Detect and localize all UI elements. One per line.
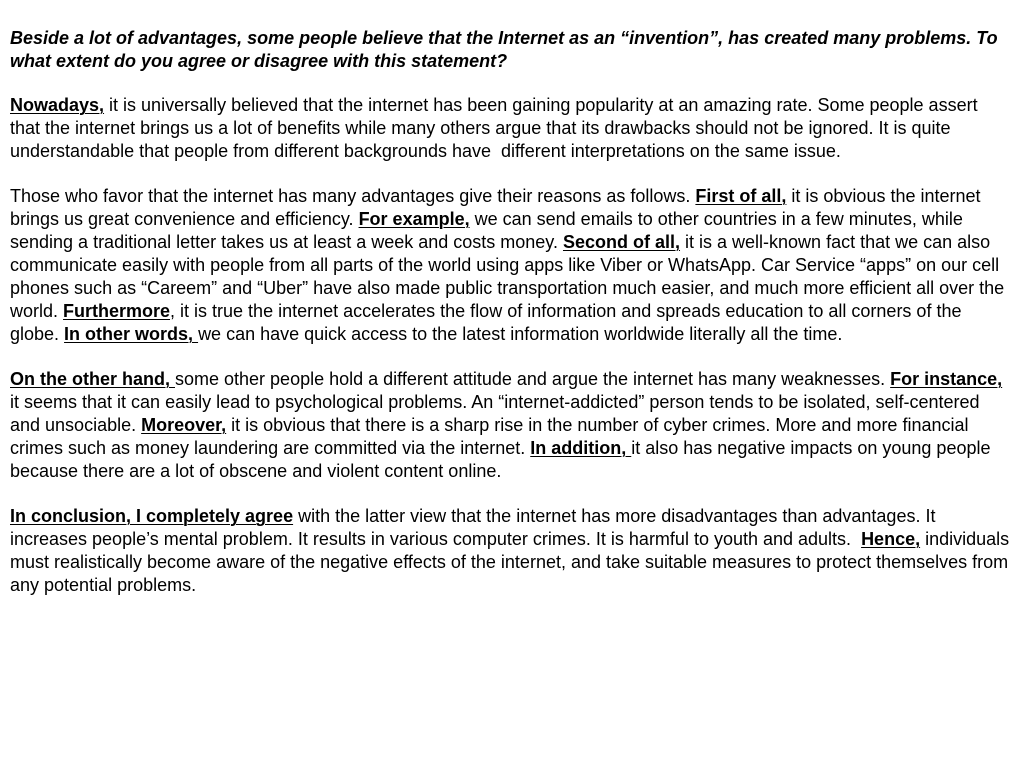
transition-phrase: Moreover, — [141, 415, 227, 435]
transition-phrase: For instance, — [890, 369, 1003, 389]
paragraph-advantages — [10, 185, 1010, 346]
transition-phrase: On the other hand, — [10, 369, 175, 389]
transition-phrase: Furthermore — [63, 301, 171, 321]
transition-phrase: Nowadays, — [10, 95, 105, 115]
body-text: it seems that it can easily lead to psychological problems. An “internet-addicted” person tends to be isolated, self-centered and unsociable. — [10, 369, 1008, 435]
body-text: individuals must realistically become aware of the negative effects of the internet, and take suitable measures to protect themselves from any potential problems. — [10, 529, 1015, 595]
body-text: it is obvious the internet brings us great convenience and efficiency. — [10, 186, 986, 229]
body-text: we can send emails to other countries in a few minutes, while sending a traditional letter takes us at least a week and costs money. — [10, 209, 968, 252]
transition-phrase: Second of all, — [562, 232, 681, 252]
paragraph-disadvantages — [10, 368, 1010, 483]
paragraph-introduction — [10, 94, 1010, 163]
transition-phrase: For example, — [358, 209, 470, 229]
body-text: it is a well-known fact that we can also communicate easily with people from all parts of the world using apps like Viber or WhatsApp. Car Service “apps” on our cell phones such as “Careem” and “Uber” have also made public transportation much easier, and much more efficient all over the world. — [10, 232, 1010, 321]
transition-phrase: In other words, — [64, 324, 199, 344]
transition-phrase: In addition, — [530, 438, 632, 458]
essay-page — [10, 27, 1015, 597]
body-text: we can have quick access to the latest information worldwide literally all the time. — [198, 324, 843, 344]
transition-phrase: Hence, — [861, 529, 921, 549]
body-text: some other people hold a different attitude and argue the internet has many weaknesses. — [175, 369, 891, 389]
body-text: , it is true the internet accelerates the flow of information and spreads education to all corners of the globe. — [10, 301, 967, 344]
transition-phrase: In conclusion, I completely agree — [10, 506, 294, 526]
body-text: it is universally believed that the internet has been gaining popularity at an amazing rate. Some people assert that the internet brings us a lot of benefits while many others argue that its drawbacks should not be ignored. It is quite understandable that people from different backgrounds have different interpretations on the same issue. — [10, 95, 983, 161]
essay-prompt: Beside a lot of advantages, some people believe that the Internet as an “invention”, has created many problems. To what extent do you agree or disagree with this statement? — [10, 28, 998, 71]
body-text: it is obvious that there is a sharp rise in the number of cyber crimes. More and more financial crimes such as money laundering are committed via the internet. — [10, 415, 974, 458]
transition-phrase: First of all, — [695, 186, 787, 206]
body-text: it also has negative impacts on young people because there are a lot of obscene and violent content online. — [10, 438, 996, 481]
paragraph-conclusion — [10, 505, 1015, 597]
body-text: Those who favor that the internet has many advantages give their reasons as follows. — [10, 186, 696, 206]
body-text: with the latter view that the internet has more disadvantages than advantages. It increases people’s mental problem. It results in various computer crimes. It is harmful to youth and adults. — [10, 506, 941, 549]
